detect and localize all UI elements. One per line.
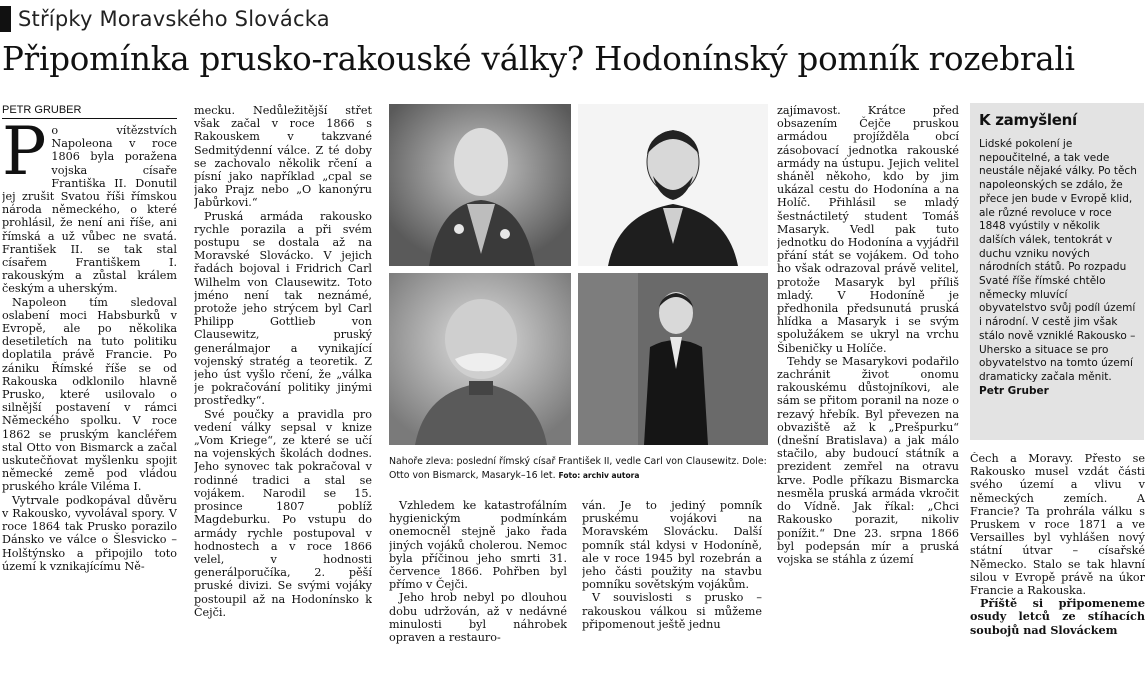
article-column-6 — [970, 452, 1145, 660]
paragraph: Čech a Moravy. Přesto se Rakousko musel vzdát části svého území a vlivu v německých zemích. A Francie? Ta prohrála válku s Pruskem v roce 1871 a ve Versailles byl vyhlášen nový státní útvar – císařské Německo. Stalo se tak hlavní silou v Evropě právě na úkor Francie a Rakouska. — [970, 452, 1145, 598]
headline: Připomínka prusko-rakouské války? Hodonínský pomník rozebrali — [2, 40, 1075, 78]
paragraph: Tehdy se Masarykovi podařilo zachránit život onomu rakouskému důstojníkovi, ale sám se přitom poranil na noze o rezavý hřebík. Byl převezen na obvaziště až k „Prešpurku“ (dnešní Bratislava) a jak málo stačilo, aby budoucí státník a prezident zemřel na otravu krve. Podle příkazu Bismarcka nesměla pruská armáda vkročit do Vídně. Jak říkal: „Chci Rakousko porazit, nikoliv ponížit.“ Dne 23. srpna 1866 byl podepsán mír a pruská vojska se stáhla z území — [777, 354, 959, 566]
paragraph: Vzhledem ke katastrofálním hygienickým podmínkám onemocněl stejně jako řada jiných vojáků cholerou. Nemoc byla příčinou jeho smrti 31. července 1866. Pohřben byl přímo v Čejči. — [389, 499, 567, 592]
photo-clausewitz — [578, 104, 768, 266]
sidebar-text: Lidské pokolení je nepoučitelné, a tak vede neustále nějaké války. Po těch napoleonských se zdálo, že přece jen bude v Evropě klid, ale různé revoluce v roce 1848 vyústily v několik dalších válek, tentokrát v duchu vzniku nových národních států. Po rozpadu Svaté říše římské chtělo německy mluvící obyvatelstvo svůj podíl území i národní. V cestě jim však stálo nově vzniklé Rakousko – Uhersko a situace se pro obyvatelstvo na tomto území dramaticky začala měnit. — [979, 138, 1137, 383]
article-column-4 — [582, 499, 762, 659]
paragraph: Pruská armáda rakousko rychle porazila a při svém postupu se dostala až na Moravské Slovácko. V jejich řadách bojoval i Fridrich Carl Wilhelm von Clausewitz. Toto jméno není tak neznámé, protože jeho strýcem byl Carl Philipp Gottlieb von Clausewitz, pruský generálmajor a vynikající vojenský stratég a teoretik. Z jeho úst vyšlo rčení, že „válka je pokračování politiky jinými prostředky“. — [194, 209, 372, 408]
photo-caption — [389, 455, 769, 483]
sidebar-box — [970, 103, 1144, 440]
article-column-2 — [194, 104, 372, 659]
kicker-bar — [0, 6, 11, 32]
author-byline: PETR GRUBER — [2, 104, 177, 119]
sidebar-body — [979, 138, 1138, 398]
article-column-5 — [777, 104, 959, 659]
section-title: Střípky Moravského Slovácka — [18, 7, 330, 31]
paragraph: Vytrvale podkopával důvěru v Rakousko, vyvolával spory. V roce 1864 tak Prusko porazilo Dánsko ve válce o Šlesvicko – Holštýnsko a připojilo toto území k vznikajícímu Ně- — [2, 493, 177, 573]
sidebar-title: K zamyšlení — [979, 111, 1077, 129]
paragraph: ván. Je to jediný pomník pruskému vojákovi na Moravském Slovácku. Další pomník stál kdysi v Hodoníně, ale v roce 1945 byl rozebrán a jeho části použity na stavbu pomníku sovětským vojákům. — [582, 499, 762, 592]
article-column-3 — [389, 499, 567, 659]
paragraph: zajímavost. Krátce před obsazením Čejče pruskou armádou projížděla obcí zásobovací jednotka rakouské armády na ústupu. Jejich velitel sháněl někoho, kdo by jim ukázal cestu do Hodonína a na Holíč. Přihlásil se mladý šestnáctiletý student Tomáš Masaryk. Vedl pak tuto jednotku do Hodonína a vyjádřil přání stát se vojákem. Od toho ho však odrazoval právě velitel, protože Masaryk byl příliš mladý. V Hodoníně je předhonila předsunutá pruská hlídka a Masaryk i se svým spolužákem se ukryl na vrchu Šibeničky u Holíče. — [777, 104, 959, 355]
paragraph: V souvislosti s prusko – rakouskou válkou si můžeme připomenout ještě jednu — [582, 591, 762, 631]
paragraph: Napoleon tím sledoval oslabení moci Habsburků v Evropě, ale po několika desetiletích na tuto politiku doplatila právě Francie. Po zániku Římské říše se od Rakouska odklonilo hlavně Prusko, které usilovalo o silnější postavení v rámci Německého spolku. V roce 1862 se pruským kancléřem stal Otto von Bismarck a začal uskutečňovat myšlenku spojit německé země pod vládou pruského krále Viléma I. — [2, 295, 177, 494]
article-column-1 — [2, 124, 177, 659]
drop-cap: P — [2, 124, 47, 190]
photo-masaryk — [578, 273, 768, 445]
paragraph: Své poučky a pravidla pro vedení války sepsal v knize „Vom Kriege“, ze které se učí na vojenských školách dodnes. Jeho synovec tak pokračoval v rodinné tradici a stal se vojákem. Narodil se 15. prosince 1807 poblíž Magdeburku. Po vstupu do armády rychle postupoval v hodnostech a v roce 1866 velel, v hodnosti generálporučíka, 2. pěší pruské divizi. Se svými vojáky postoupil až na Hodonínsko k Čejči. — [194, 407, 372, 619]
photo-frantisek-ii — [389, 104, 571, 266]
paragraph: Jeho hrob nebyl po dlouhou dobu udržován, až v nedávné minulosti byl náhrobek opraven a restauro- — [389, 591, 567, 645]
next-issue-note: Příště si připomeneme osudy letců ze stíhacích soubojů nad Slováckem — [970, 596, 1145, 637]
paragraph-text: o vítězstvích Napoleona v roce 1806 byla poražena vojska císaře Františka II. Donutil jej zrušit Svatou říši římskou národa německého, o které prohlásil, že není ani říše, ani římská a už vůbec ne svatá. František II. se tak stal císařem Františkem I. rakouským a zůstal králem českým a uherským. — [2, 124, 177, 296]
section-kicker — [0, 4, 330, 34]
photo-bismarck — [389, 273, 571, 445]
sidebar-signature: Petr Gruber — [979, 384, 1049, 397]
photo-credit: Foto: archiv autora — [558, 471, 640, 480]
paragraph: mecku. Nedůležitější střet však začal v roce 1866 s Rakouskem v takzvané Sedmitýdenní válce. Z té doby se zachovalo několik rčení a písní jako například „cpal se jako Prajz nebo „O kanonýru Jabůrkovi.“ — [194, 104, 372, 210]
paragraph — [2, 124, 177, 296]
caption-text: Nahoře zleva: poslední římský císař František II, vedle Carl von Clausewitz. Dole: Otto von Bismarck, Masaryk–16 let. — [389, 456, 767, 481]
